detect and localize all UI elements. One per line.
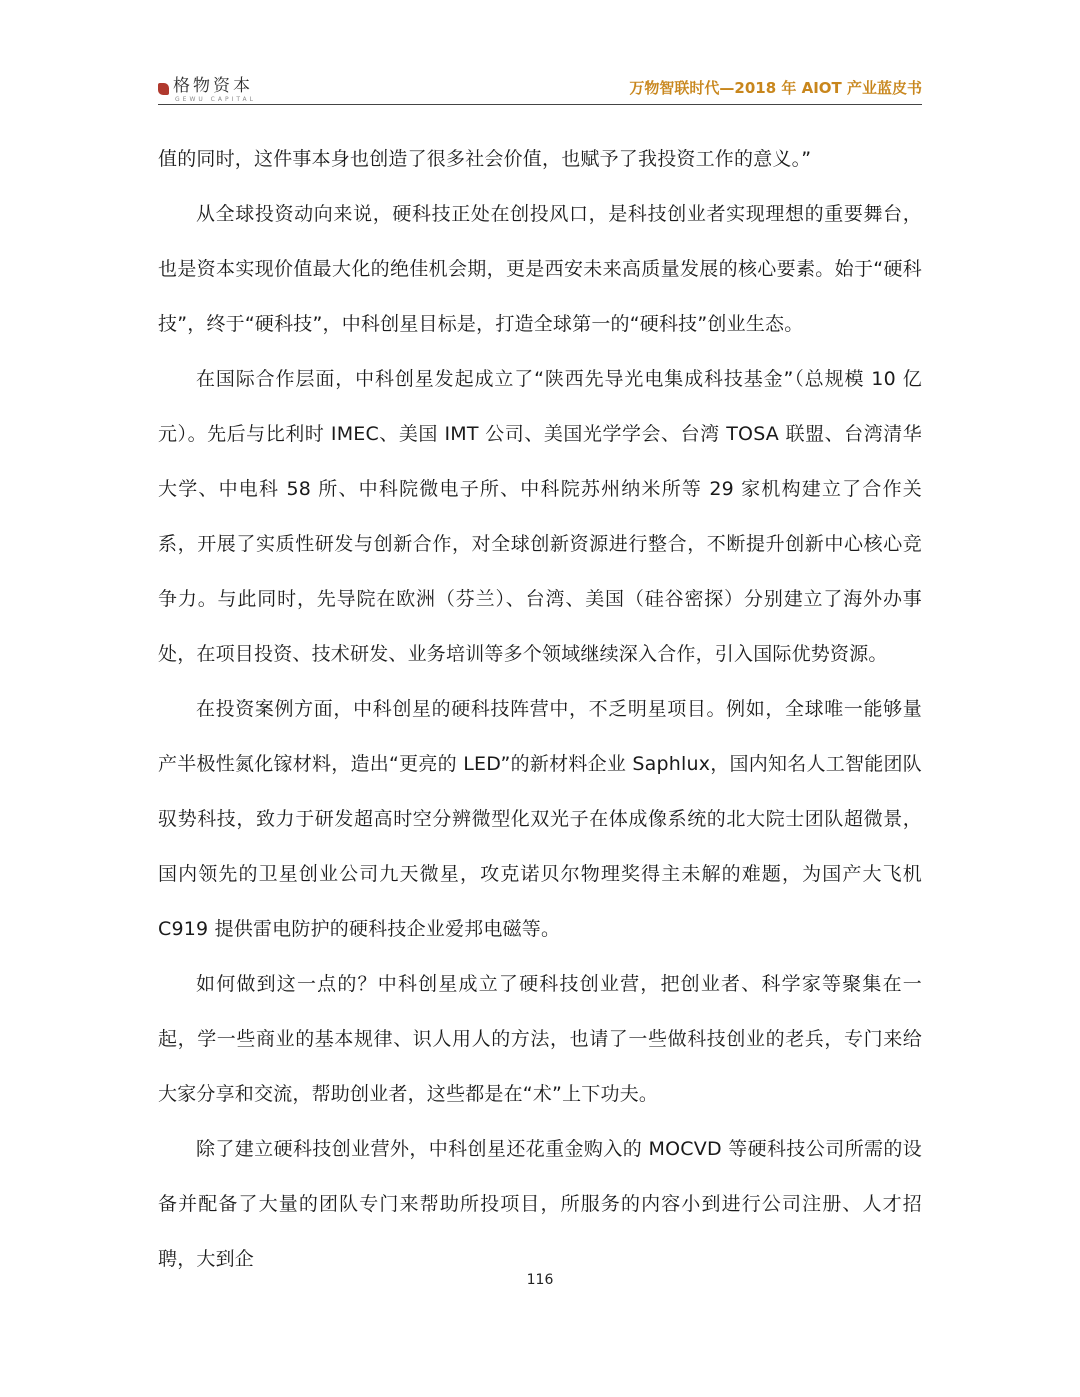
page-header [158,74,922,104]
paragraph-equipment-support: 除了建立硬科技创业营外，中科创星还花重金购入的 MOCVD 等硬科技公司所需的设备并配备了大量的团队专门来帮助所投项目，所服务的内容小到进行公司注册、人才招聘，大到企 [158,1138,922,1270]
paragraph-global-investment: 从全球投资动向来说，硬科技正处在创投风口，是科技创业者实现理想的重要舞台，也是资本实现价值最大化的绝佳机会期，更是西安未来高质量发展的核心要素。始于“硬科技”，终于“硬科技”，中科创星目标是，打造全球第一的“硬科技”创业生态。 [158,203,922,335]
body-text [158,132,922,1287]
paragraph-continuation: 值的同时，这件事本身也创造了很多社会价值，也赋予了我投资工作的意义。” [158,148,812,170]
paragraph-startup-camp: 如何做到这一点的？中科创星成立了硬科技创业营，把创业者、科学家等聚集在一起，学一些商业的基本规律、识人用人的方法，也请了一些做科技创业的老兵，专门来给大家分享和交流，帮助创业者，这些都是在“术”上下功夫。 [158,973,922,1105]
paragraph-investment-cases: 在投资案例方面，中科创星的硬科技阵营中，不乏明星项目。例如，全球唯一能够量产半极性氮化镓材料，造出“更亮的 LED”的新材料企业 Saphlux，国内知名人工智能团队驭势科技，致力于研发超高时空分辨微型化双光子在体成像系统的北大院士团队超微景，国内领先的卫星创业公司九天微星，攻克诺贝尔物理奖得主未解的难题，为国产大飞机 C919 提供雷电防护的硬科技企业爱邦电磁等。 [158,698,922,940]
paragraph-international-cooperation: 在国际合作层面，中科创星发起成立了“陕西先导光电集成科技基金”（总规模 10 亿元）。先后与比利时 IMEC、美国 IMT 公司、美国光学学会、台湾 TOSA 联盟、台湾清华大学、中电科 58 所、中科院微电子所、中科院苏州纳米所等 29 家机构建立了合作关系，开展了实质性研发与创新合作，对全球创新资源进行整合，不断提升创新中心核心竞争力。与此同时，先导院在欧洲（芬兰）、台湾、美国（硅谷密探）分别建立了海外办事处，在项目投资、技术研发、业务培训等多个领域继续深入合作，引入国际优势资源。 [158,368,922,665]
logo-subtext: GEWU CAPITAL [175,96,256,103]
logo-mark-icon [158,83,169,95]
document-title: 万物智联时代—2018 年 AIOT 产业蓝皮书 [629,79,922,97]
logo-text: 格物资本 [173,76,253,96]
header-divider [158,104,922,105]
page-number: 116 [526,1272,554,1288]
